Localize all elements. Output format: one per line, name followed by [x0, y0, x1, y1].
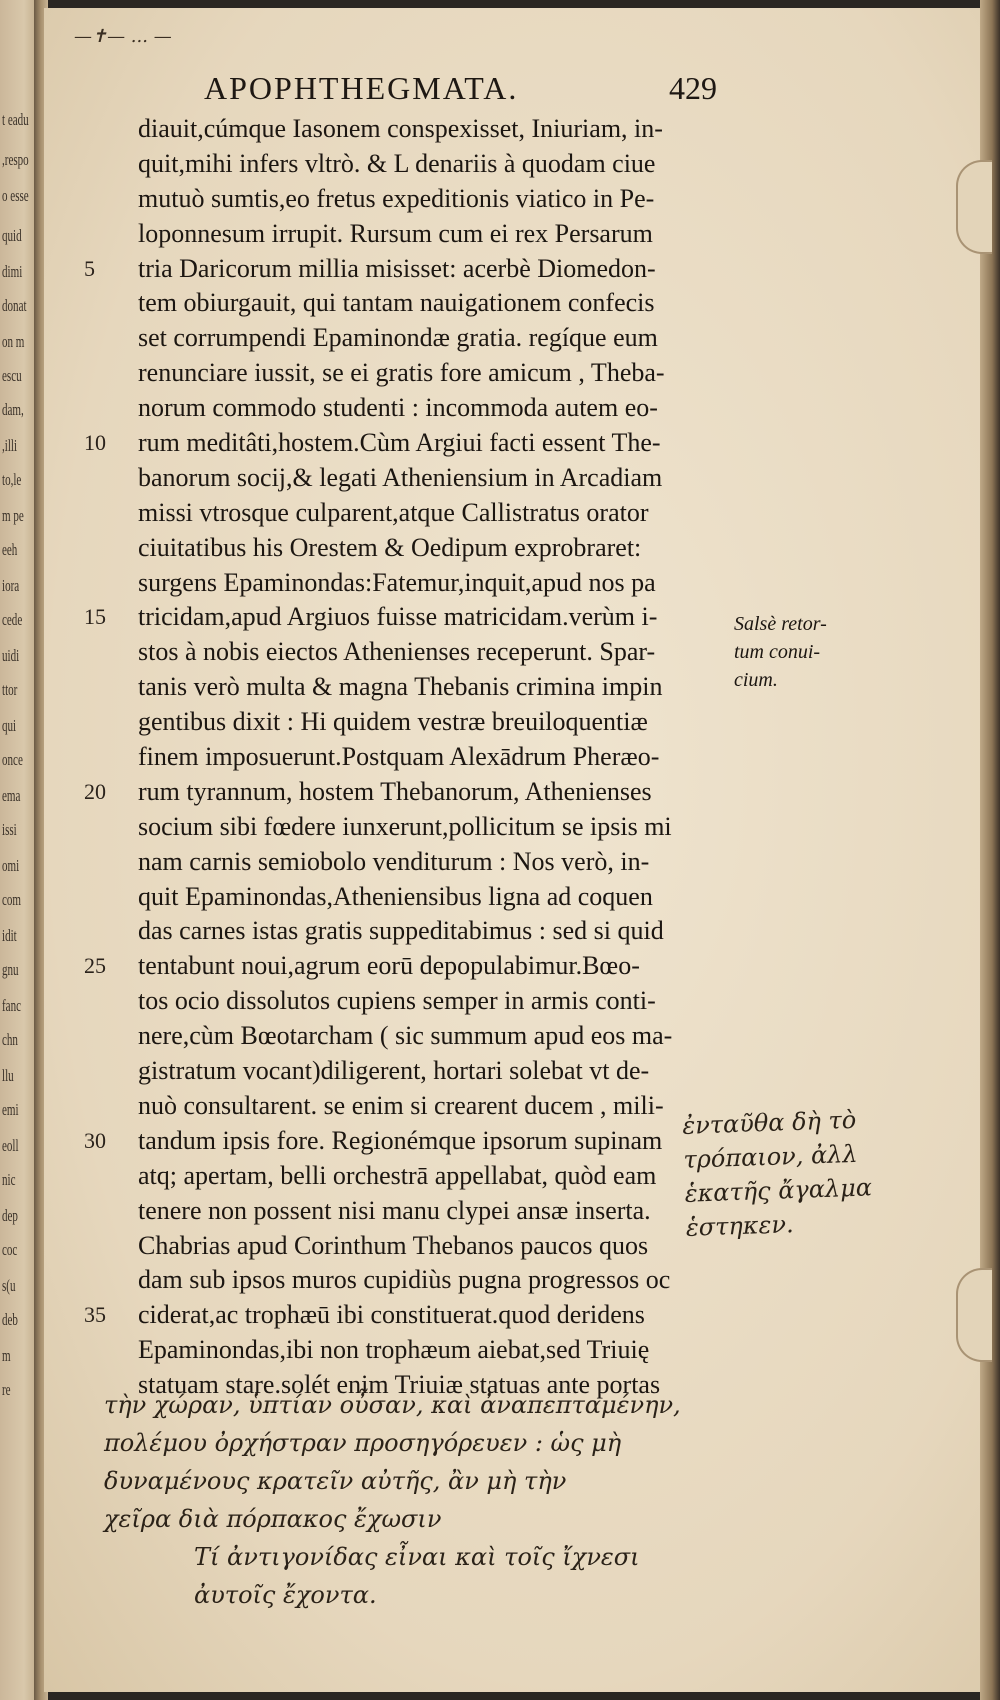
text-line [84, 286, 724, 321]
text-line [84, 1229, 724, 1264]
line-text: tenere non possent nisi manu clypei ansæ inserta. [138, 1195, 651, 1225]
manuscript-line: Τί ἀντιγονίδας εἶναι καὶ τοῖς ἴχνεσι [194, 1543, 640, 1571]
line-number: 30 [84, 1127, 106, 1153]
line-text: gistratum vocant)diligerent, hortari solebat vt de- [138, 1056, 650, 1086]
line-text: quit Epaminondas,Atheniensibus ligna ad coquen [138, 881, 653, 911]
text-line [84, 705, 724, 740]
line-text: tanis verò multa & magna Thebanis crimina impin [138, 672, 663, 702]
running-title: APOPHTHEGMATA. [204, 70, 519, 106]
line-text: tandum ipsis fore. Regionémque ipsorum supinam [138, 1125, 663, 1155]
text-line [84, 845, 724, 880]
line-text: nam carnis semiobolo venditurum : Nos verò, in- [138, 846, 650, 876]
line-text: dam sub ipsos muros cupidiùs pugna progressos oc [138, 1265, 671, 1295]
text-line [84, 147, 724, 182]
text-line [84, 1159, 724, 1194]
manuscript-top-note: —✝— ... — [74, 26, 172, 47]
line-text: statuam stare.solét enim Triuiæ statuas ante portas [138, 1370, 661, 1400]
manuscript-line: ἀυτοῖς ἔχοντα. [194, 1581, 377, 1609]
manuscript-margin-line: τρόπαιον, ἀλλ [683, 1139, 859, 1174]
line-text: atq; apertam, belli orchestrā appellabat, quòd eam [138, 1160, 657, 1190]
text-line [84, 635, 724, 670]
line-text: gentibus dixit : Hi quidem vestræ breuiloquentiæ [138, 707, 648, 737]
manuscript-margin-line: ἑστηκεν. [685, 1210, 795, 1242]
side-note-line: tum conui- [734, 641, 821, 663]
line-text: banorum socij,& legati Atheniensium in Arcadiam [138, 462, 663, 492]
manuscript-margin-line: ἑκατῆς ἄγαλμα [684, 1173, 873, 1208]
book-page [44, 8, 988, 1692]
line-text: tria Daricorum millia misisset: acerbè Diomedon- [138, 253, 656, 283]
line-number: 20 [84, 778, 106, 804]
text-line [84, 1054, 724, 1089]
page-tab [956, 160, 992, 254]
text-line [84, 566, 724, 601]
line-text: stos à nobis eiectos Athenienses receperunt. Spar- [138, 637, 656, 667]
line-text: das carnes istas gratis suppeditabimus : sed si quid [138, 916, 664, 946]
text-line [84, 1333, 724, 1368]
line-text: surgens Epaminondas:Fatemur,inquit,apud nos pa [138, 567, 656, 597]
text-line [84, 1019, 724, 1054]
line-text: diauit,cúmque Iasonem conspexisset, Iniuriam, in- [138, 114, 663, 143]
text-line [84, 740, 724, 775]
text-line [84, 670, 724, 705]
line-number: 35 [84, 1302, 106, 1328]
manuscript-line: χεῖρα διὰ πόρπακος ἔχωσιν [104, 1505, 442, 1533]
line-text: socium sibi fœdere iunxerunt,pollicitum se ipsis mi [138, 811, 672, 841]
text-line [84, 1089, 724, 1124]
line-text: nere,cùm Bœotarcham ( sic summum apud eos ma- [138, 1021, 673, 1051]
side-note-line: Salsè retor- [734, 613, 827, 635]
text-line [84, 182, 724, 217]
line-text: ciderat,ac trophæū ibi constituerat.quod deridens [138, 1300, 645, 1330]
page-header [44, 70, 988, 110]
line-text: set corrumpendi Epaminondæ gratia. regíque eum [138, 323, 658, 353]
printed-side-note [734, 610, 874, 694]
line-text: tos ocio dissolutos cupiens semper in armis conti- [138, 986, 656, 1016]
text-line [84, 426, 724, 461]
text-line [84, 1298, 724, 1333]
manuscript-bottom-note [104, 1386, 944, 1614]
manuscript-line: δυναμένους κρατεῖν αὐτῆς, ἂν μὴ τὴν [104, 1467, 567, 1495]
text-line [84, 531, 724, 566]
text-line [84, 1263, 724, 1298]
previous-page-edge: t eadu ,respo o esse quid dimi donat on m escu dam, ,illi to,le m pe eeh iora cede uidi ttor qui once ema issi omi com idit gnu fanc chn llu emi eoll nic dep coc s(u deb m re [0, 0, 40, 1700]
line-text: nuò consultarent. se enim si crearent ducem , mili- [138, 1090, 664, 1120]
text-line [84, 252, 724, 287]
line-text: mutuò sumtis,eo fretus expeditionis viatico in Pe- [138, 183, 655, 213]
text-line [84, 461, 724, 496]
line-number: 5 [84, 255, 95, 281]
text-line [84, 391, 724, 426]
line-number: 15 [84, 604, 106, 630]
side-note-line: cium. [734, 669, 778, 691]
text-line [84, 984, 724, 1019]
right-page-edge [980, 0, 1000, 1700]
text-line [84, 810, 724, 845]
line-text: Chabrias apud Corinthum Thebanos paucos quos [138, 1230, 649, 1260]
line-text: tricidam,apud Argiuos fuisse matricidam.verùm i- [138, 602, 658, 632]
manuscript-line: τὴν χώραν, ὑπτίαν οὖσαν, καὶ ἀναπεπταμένην, [104, 1391, 681, 1419]
line-text: missi vtrosque culparent,atque Callistratus orator [138, 497, 649, 527]
text-line [84, 217, 724, 252]
line-text: finem imposuerunt.Postquam Alexādrum Pheræo- [138, 742, 660, 772]
page-tab [956, 1268, 992, 1362]
text-line [84, 321, 724, 356]
line-text: tem obiurgauit, qui tantam nauigationem confecis [138, 288, 655, 318]
text-line [84, 775, 724, 810]
line-text: tentabunt noui,agrum eorū depopulabimur.Bœo- [138, 951, 640, 981]
text-line [84, 1124, 724, 1159]
text-line [84, 1194, 724, 1229]
line-text: norum commodo studenti : incommoda autem eo- [138, 393, 658, 423]
text-line [84, 496, 724, 531]
manuscript-margin-note [682, 1099, 967, 1245]
line-number: 25 [84, 953, 106, 979]
text-line [84, 880, 724, 915]
text-line [84, 914, 724, 949]
line-text: rum tyrannum, hostem Thebanorum, Athenienses [138, 776, 652, 806]
line-text: Epaminondas,ibi non trophæum aiebat,sed Triuię [138, 1335, 650, 1365]
line-text: quit,mihi infers vltrò. & L denariis à quodam ciue [138, 148, 656, 178]
page-number: 429 [669, 70, 717, 106]
line-text: ciuitatibus his Orestem & Oedipum exprobraret: [138, 532, 642, 562]
line-number: 10 [84, 430, 106, 456]
text-line [84, 600, 724, 635]
text-line [84, 112, 724, 147]
text-line [84, 949, 724, 984]
line-text: renunciare iussit, se ei gratis fore amicum , Theba- [138, 358, 665, 388]
main-text-block [84, 112, 724, 1403]
text-line [84, 356, 724, 391]
manuscript-line: πολέμου ὀρχήστραν προσηγόρευεν : ὡς μὴ [104, 1429, 622, 1457]
line-text: rum meditâti,hostem.Cùm Argiui facti essent The- [138, 428, 661, 458]
manuscript-margin-line: ἐνταῦθα δὴ τὸ [681, 1105, 857, 1140]
line-text: loponnesum irrupit. Rursum cum ei rex Persarum [138, 218, 653, 248]
